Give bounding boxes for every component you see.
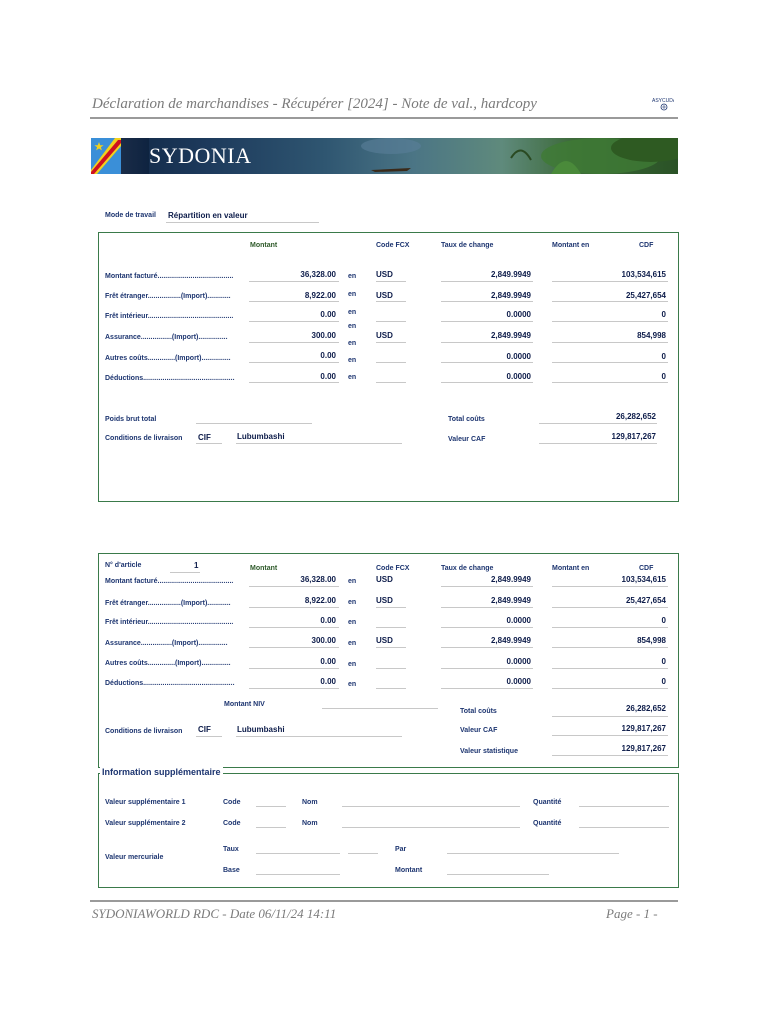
valeur-caf-label: Valeur CAF <box>448 436 486 443</box>
underline <box>552 281 668 282</box>
g-row5-en: en <box>348 357 357 364</box>
underline <box>249 668 339 669</box>
vs2-nom-label: Nom <box>302 820 318 827</box>
a-row2-en: en <box>348 599 357 606</box>
montant-niv-label: Montant NIV <box>224 701 265 708</box>
underline <box>441 668 533 669</box>
a-col-montant-en: Montant en <box>552 565 590 572</box>
asycuda-logo <box>652 96 674 112</box>
a-row1-cdf: 103,534,615 <box>621 575 666 584</box>
underline <box>376 627 406 628</box>
a-row1-montant: 36,328.00 <box>300 575 336 584</box>
underline <box>376 382 406 383</box>
underline <box>249 627 339 628</box>
a-row2-code: USD <box>376 596 393 605</box>
a-row2-montant: 8,922.00 <box>304 596 336 605</box>
mode-underline <box>166 222 319 223</box>
sydonia-banner <box>91 138 678 174</box>
underline <box>552 586 668 587</box>
underline <box>539 443 657 444</box>
g-row5-montant: 0.00 <box>320 351 336 360</box>
underline <box>376 362 406 363</box>
mode-value: Répartition en valeur <box>168 211 248 220</box>
poids-brut-field <box>196 423 312 424</box>
g-row3-taux: 0.0000 <box>506 310 531 319</box>
header-divider <box>90 117 678 119</box>
underline <box>441 688 533 689</box>
a-row4-taux: 2,849.9949 <box>490 636 531 645</box>
drc-flag-icon <box>91 138 121 174</box>
underline <box>249 688 339 689</box>
col-montant: Montant <box>250 242 278 249</box>
vs2-code-field <box>256 827 286 828</box>
underline <box>376 607 406 608</box>
vm-par-label: Par <box>395 846 407 853</box>
underline <box>249 321 339 322</box>
a-row6-label: Déductions............................................... <box>105 680 235 687</box>
g-row4-cdf: 854,998 <box>637 331 666 340</box>
underline <box>441 362 533 363</box>
underline <box>249 301 339 302</box>
g-row1-en: en <box>348 273 357 280</box>
g-row1-taux: 2,849.9949 <box>490 270 531 279</box>
underline <box>441 607 533 608</box>
vm-base-label: Base <box>223 867 240 874</box>
vs1-label: Valeur supplémentaire 1 <box>105 799 186 806</box>
a-col-cdf: CDF <box>639 565 654 572</box>
a-col-code-fcx: Code FCX <box>376 565 410 572</box>
vs2-quantite-field <box>579 827 669 828</box>
a-row6-cdf: 0 <box>661 677 666 686</box>
footer-page-number: Page - 1 - <box>606 906 658 921</box>
a-row3-cdf: 0 <box>661 616 666 625</box>
a-valeur-caf-label: Valeur CAF <box>460 727 498 734</box>
lieu-livraison: Lubumbashi <box>237 432 285 441</box>
g-row2-montant: 8,922.00 <box>304 291 336 300</box>
a-col-taux: Taux de change <box>441 565 494 572</box>
underline <box>552 668 668 669</box>
a-valeur-stat-value: 129,817,267 <box>621 744 666 753</box>
brand-name: SYDONIA <box>149 143 252 168</box>
underline <box>376 342 406 343</box>
a-row5-montant: 0.00 <box>320 657 336 666</box>
vm-taux-label: Taux <box>223 846 239 853</box>
montant-niv-field <box>322 708 438 709</box>
a-row3-montant: 0.00 <box>320 616 336 625</box>
a-row6-montant: 0.00 <box>320 677 336 686</box>
underline <box>249 607 339 608</box>
underline <box>196 736 222 737</box>
a-conditions-label: Conditions de livraison <box>105 728 183 735</box>
banner-landscape <box>351 138 678 174</box>
a-row4-code: USD <box>376 636 393 645</box>
underline <box>552 647 668 648</box>
a-valeur-caf-value: 129,817,267 <box>621 724 666 733</box>
logo-text: ASYCUDA <box>652 98 674 104</box>
conditions-label: Conditions de livraison <box>105 435 183 442</box>
underline <box>441 321 533 322</box>
g-row5-label: Autres coûts..............(Import)............... <box>105 355 231 362</box>
g-row1-label: Montant facturé....................................... <box>105 273 234 280</box>
underline <box>441 342 533 343</box>
underline <box>249 382 339 383</box>
g-row6-montant: 0.00 <box>320 372 336 381</box>
a-row4-label: Assurance................(Import)............... <box>105 640 228 647</box>
g-row4-en-b: en <box>348 340 357 347</box>
vs1-nom-label: Nom <box>302 799 318 806</box>
g-row2-taux: 2,849.9949 <box>490 291 531 300</box>
a-row5-label: Autres coûts..............(Import)............... <box>105 660 231 667</box>
g-row4-code: USD <box>376 331 393 340</box>
vm-label: Valeur mercuriale <box>105 854 164 861</box>
g-row1-code: USD <box>376 270 393 279</box>
g-row6-taux: 0.0000 <box>506 372 531 381</box>
g-row1-montant: 36,328.00 <box>300 270 336 279</box>
underline <box>441 301 533 302</box>
a-row4-montant: 300.00 <box>311 636 336 645</box>
vs2-quantite-label: Quantité <box>533 820 562 827</box>
a-total-couts-value: 26,282,652 <box>625 704 666 713</box>
g-row2-label: Frêt étranger.................(Import)............ <box>105 293 231 300</box>
underline <box>376 647 406 648</box>
underline <box>376 688 406 689</box>
underline <box>376 668 406 669</box>
vs1-quantite-field <box>579 806 669 807</box>
poids-brut-label: Poids brut total <box>105 416 157 423</box>
article-no-label: N° d'article <box>105 562 142 569</box>
a-total-couts-label: Total coûts <box>460 708 497 715</box>
vs2-code-label: Code <box>223 820 241 827</box>
a-col-montant: Montant <box>250 565 278 572</box>
underline <box>552 716 668 717</box>
vm-montant-field <box>447 874 549 875</box>
vm-montant-label: Montant <box>395 867 423 874</box>
underline <box>376 281 406 282</box>
underline <box>376 301 406 302</box>
g-row2-en: en <box>348 291 357 298</box>
g-row3-montant: 0.00 <box>320 310 336 319</box>
col-code-fcx: Code FCX <box>376 242 410 249</box>
a-row4-en: en <box>348 640 357 647</box>
a-lieu: Lubumbashi <box>237 725 285 734</box>
underline <box>441 627 533 628</box>
underline <box>552 735 668 736</box>
underline <box>249 281 339 282</box>
underline <box>236 443 402 444</box>
mode-label: Mode de travail <box>105 212 156 219</box>
a-row1-code: USD <box>376 575 393 584</box>
col-montant-en: Montant en <box>552 242 590 249</box>
g-row6-en: en <box>348 374 357 381</box>
a-valeur-stat-label: Valeur statistique <box>460 748 518 755</box>
g-row6-cdf: 0 <box>661 372 666 381</box>
vm-taux-field <box>256 853 340 854</box>
a-row6-taux: 0.0000 <box>506 677 531 686</box>
underline <box>441 281 533 282</box>
underline <box>552 301 668 302</box>
info-supplementaire-box <box>98 773 679 888</box>
underline <box>539 423 657 424</box>
valeur-caf-value: 129,817,267 <box>611 432 656 441</box>
a-row4-cdf: 854,998 <box>637 636 666 645</box>
underline <box>441 586 533 587</box>
underline <box>552 755 668 756</box>
a-row2-cdf: 25,427,654 <box>625 596 666 605</box>
underline <box>552 627 668 628</box>
article-no: 1 <box>194 561 199 570</box>
a-row5-taux: 0.0000 <box>506 657 531 666</box>
a-row2-taux: 2,849.9949 <box>490 596 531 605</box>
underline <box>249 342 339 343</box>
underline <box>552 607 668 608</box>
underline <box>441 382 533 383</box>
a-row2-label: Frêt étranger.................(Import)............ <box>105 600 231 607</box>
underline <box>249 586 339 587</box>
g-row6-label: Déductions............................................... <box>105 375 235 382</box>
footer-system-date: SYDONIAWORLD RDC - Date 06/11/24 14:11 <box>92 906 337 921</box>
vs1-nom-field <box>342 806 520 807</box>
vs2-label: Valeur supplémentaire 2 <box>105 820 186 827</box>
a-row6-en: en <box>348 681 357 688</box>
a-row5-en: en <box>348 661 357 668</box>
underline <box>552 321 668 322</box>
underline <box>236 736 402 737</box>
g-row2-code: USD <box>376 291 393 300</box>
document-title: Déclaration de marchandises - Récupérer [2024] - Note de val., hardcopy <box>92 96 537 112</box>
info-legend: Information supplémentaire <box>102 767 221 777</box>
g-row2-cdf: 25,427,654 <box>625 291 666 300</box>
g-row3-label: Frêt intérieur............................................ <box>105 313 234 320</box>
col-cdf: CDF <box>639 242 654 249</box>
total-couts-label: Total coûts <box>448 416 485 423</box>
vs2-nom-field <box>342 827 520 828</box>
g-row4-montant: 300.00 <box>311 331 336 340</box>
a-row3-en: en <box>348 619 357 626</box>
vm-par-field <box>447 853 619 854</box>
underline <box>249 362 339 363</box>
vm-taux-unit-field <box>348 853 378 854</box>
a-row3-label: Frêt intérieur............................................ <box>105 619 234 626</box>
a-row1-en: en <box>348 578 357 585</box>
a-row1-taux: 2,849.9949 <box>490 575 531 584</box>
g-row1-cdf: 103,534,615 <box>621 270 666 279</box>
vs1-code-label: Code <box>223 799 241 806</box>
vs1-quantite-label: Quantité <box>533 799 562 806</box>
underline <box>441 647 533 648</box>
underline <box>376 321 406 322</box>
vm-base-field <box>256 874 340 875</box>
underline <box>552 382 668 383</box>
underline <box>196 443 222 444</box>
a-row3-taux: 0.0000 <box>506 616 531 625</box>
g-row4-en-a: en <box>348 323 357 330</box>
underline <box>170 572 200 573</box>
a-row1-label: Montant facturé....................................... <box>105 578 234 585</box>
a-incoterm: CIF <box>198 725 211 734</box>
underline <box>552 688 668 689</box>
underline <box>552 342 668 343</box>
underline <box>249 647 339 648</box>
a-row5-cdf: 0 <box>661 657 666 666</box>
g-row5-cdf: 0 <box>661 352 666 361</box>
g-row3-cdf: 0 <box>661 310 666 319</box>
g-row5-taux: 0.0000 <box>506 352 531 361</box>
g-row3-en: en <box>348 309 357 316</box>
vs1-code-field <box>256 806 286 807</box>
total-couts-value: 26,282,652 <box>615 412 656 421</box>
col-taux: Taux de change <box>441 242 494 249</box>
g-row4-taux: 2,849.9949 <box>490 331 531 340</box>
g-row4-label: Assurance................(Import)............... <box>105 334 228 341</box>
incoterm: CIF <box>198 433 211 442</box>
underline <box>552 362 668 363</box>
footer-divider <box>90 900 678 902</box>
